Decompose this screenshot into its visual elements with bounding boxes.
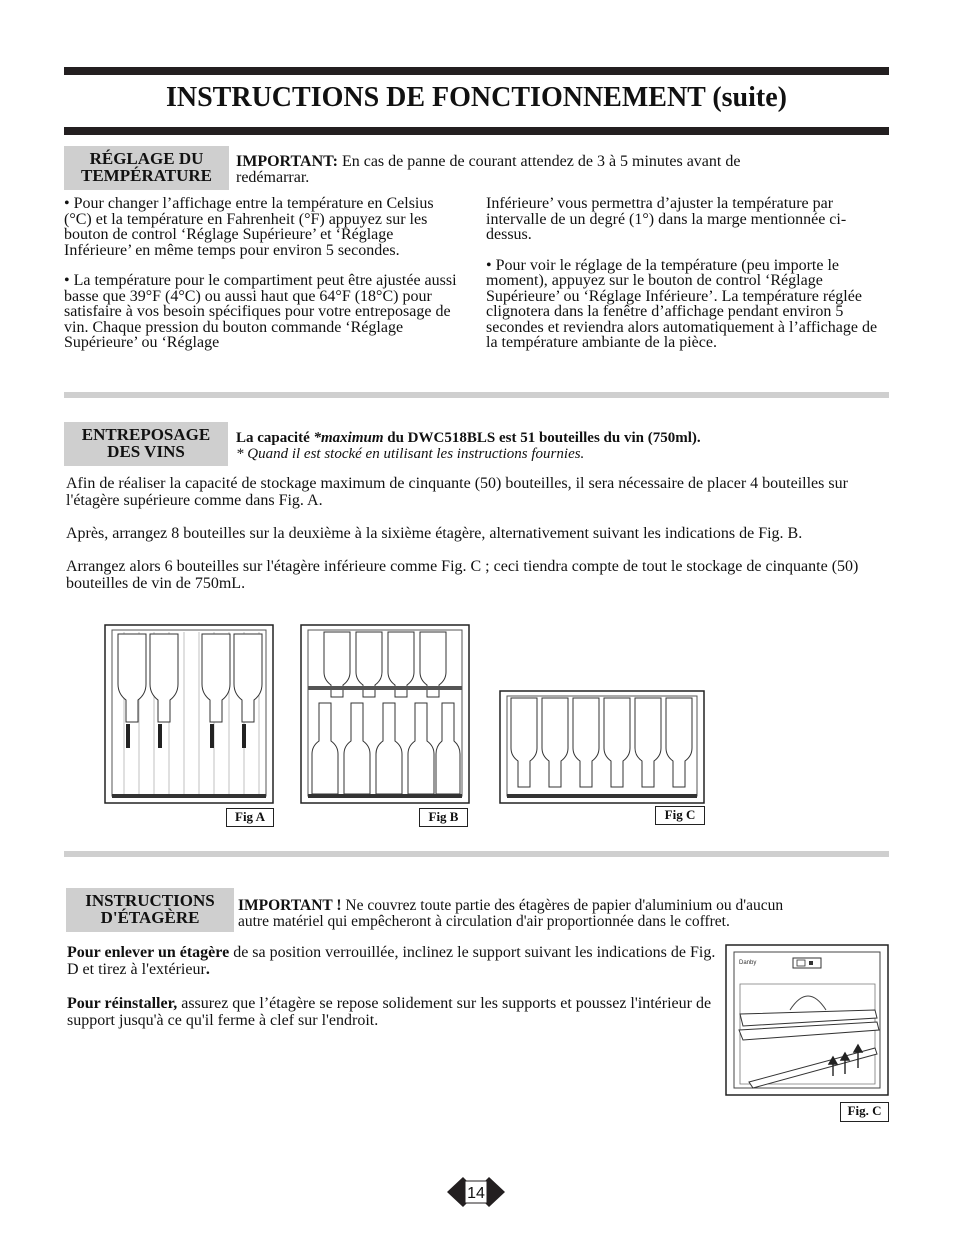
shelf-instructions [67,944,717,1029]
section-divider [64,392,889,398]
storage-label-line2: DES VINS [107,442,185,461]
shelf-reinstall-paragraph [67,995,717,1029]
shelf-remove-label: Pour enlever un étagère [67,944,230,961]
shelf-important-label: IMPORTANT ! [238,897,342,914]
capacity-text: du DWC518BLS est 51 bouteilles du vin (750ml). [383,430,701,446]
capacity-maximum: *maximum [313,430,384,446]
fig-a-illustration [104,624,274,804]
fig-b-illustration [300,624,470,804]
shelf-label-line2: D'ÉTAGÈRE [100,908,200,927]
temperature-label-line1: RÉGLAGE DU [89,149,204,168]
title-underline-rule [64,127,889,135]
page-number: 14 [467,1185,485,1202]
storage-instructions [66,475,881,592]
fig-a-caption: Fig A [226,808,274,827]
important-label: IMPORTANT: [236,153,338,170]
shelf-fig-caption: Fig. C [840,1102,889,1122]
shelf-section-label [66,888,234,932]
shelf-remove-paragraph [67,944,717,978]
temperature-important-note [236,154,876,185]
fig-c-illustration [499,690,705,804]
temperature-right-column [486,196,889,351]
storage-section-label [64,422,228,466]
important-text-line2: redémarrar. [236,168,310,186]
shelf-important-text-line1: Ne couvrez toute partie des étagères de papier d'aluminium ou d'aucun [341,897,784,914]
fig-c-caption: Fig C [655,806,705,825]
storage-paragraph: Afin de réaliser la capacité de stockage maximum de cinquante (50) bouteilles, il sera nécessaire de placer 4 bouteilles sur l'étagère supérieure comme dans Fig. A. [66,475,848,509]
important-text-line1: En cas de panne de courant attendez de 3 à 5 minutes avant de [337,153,741,170]
section-divider [64,851,889,857]
storage-capacity [236,431,886,462]
shelf-important-note [238,898,890,929]
temperature-left-column [64,196,459,351]
fig-brand-text: Danby [739,960,757,966]
shelf-reinstall-label: Pour réinstaller, [67,995,178,1012]
temperature-section-label [64,146,229,190]
temperature-paragraph: Inférieure’ vous permettra d’ajuster la température par intervalle de un degré (1°) dans la marge mentionnée ci-dessus. [486,195,847,243]
temperature-label-line2: TEMPÉRATURE [81,166,212,185]
shelf-figure-illustration [725,944,889,1096]
temperature-paragraph: • Pour voir le réglage de la température (peu importe le moment), appuyez sur le bouton de control ‘Réglage Supérieure’ ou ‘Réglage Inférieure’. La température réglée clignotera dans la fenêtre d’affichage pendant environ 5 secondes et reviendra alors automatiquement à l’affichage de la température ambiante de la pièce. [486,256,878,351]
shelf-label-line1: INSTRUCTIONS [85,891,215,910]
shelf-remove-text: de sa position verrouillée, inclinez le support suivant les indications de Fig. D et tirez à l'extérieur [67,944,716,978]
capacity-text: La capacité [236,430,314,446]
page-title: INSTRUCTIONS DE FONCTIONNEMENT (suite) [165,82,787,113]
capacity-footnote: * Quand il est stocké en utilisant les instructions fournies. [236,445,585,462]
fig-b-caption: Fig B [419,808,468,827]
storage-paragraph: Arrangez alors 6 bouteilles sur l'étagère inférieure comme Fig. C ; ceci tiendra compte de tout le stockage de cinquante (50) bouteilles de vin de 750mL. [66,558,859,592]
shelf-reinstall-text: assurez que l’étagère se repose solidement sur les supports et poussez l'intérieur de support jusqu'à ce qu'il ferme à clef sur l'endroit. [67,995,712,1029]
top-rule [64,67,889,75]
page-number-badge [445,1173,507,1211]
shelf-remove-period: . [205,961,210,978]
storage-label-line1: ENTREPOSAGE [81,425,211,444]
storage-paragraph: Après, arrangez 8 bouteilles sur la deuxième à la sixième étagère, alternativement suivant les indications de Fig. B. [66,525,803,542]
temperature-paragraph: • Pour changer l’affichage entre la température en Celsius (°C) et la température en Fahrenheit (°F) appuyez sur les bouton de control ‘Réglage Supérieure’ et ‘Réglage Inférieure’ en même temps pour environ 5 secondes. [64,195,434,259]
shelf-important-text-line2: autre matériel qui empêcheront à circulation d'air proportionnée dans le coffret. [238,912,730,930]
temperature-paragraph: • La température pour le compartiment peut être ajustée aussi basse que 39°F (4°C) ou aussi haut que 64°F (18°C) pour satisfaire à vos besoin spécifiques pour votre entreposage de vin. Chaque pression du bouton commande ‘Réglage Supérieure’ ou ‘Réglage [64,272,457,351]
